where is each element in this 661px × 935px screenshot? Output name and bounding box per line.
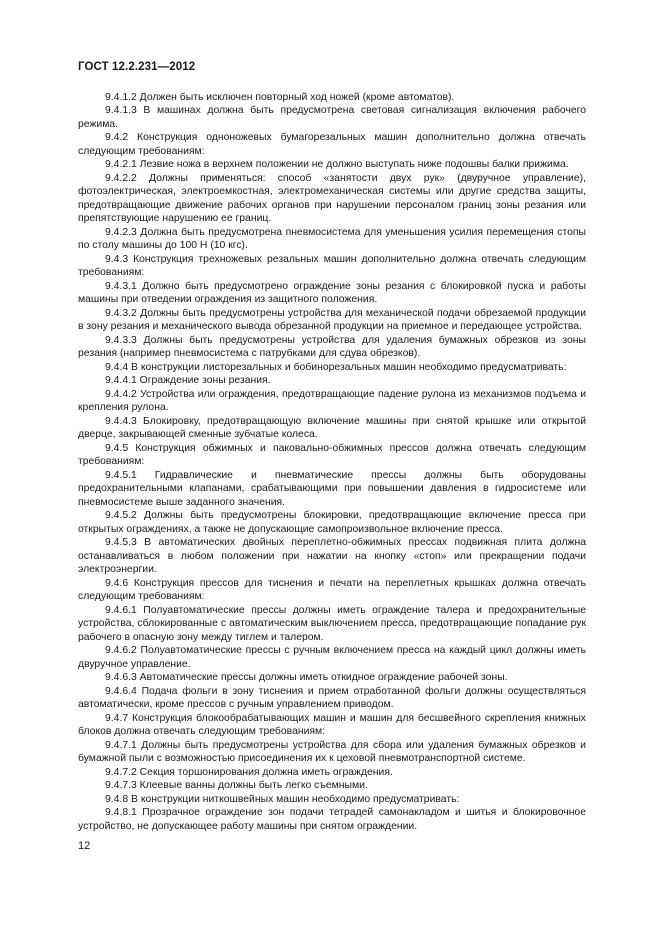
paragraph: 9.4.5 Конструкция обжимных и паковально-обжимных прессов должна отвечать следующим требованиям: [78,442,586,467]
paragraph: 9.4.6.2 Полуавтоматические прессы с ручным включением пресса на каждый цикл должны иметь двуручное управление. [78,645,586,670]
paragraph: 9.4.7 Конструкция блокообрабатывающих машин и машин для бесшвейного скрепления книжных блоков должна отвечать следующим требованиям: [78,712,586,737]
paragraph: 9.4.1.3 В машинах должна быть предусмотрена световая сигнализация включения рабочего режима. [78,105,586,130]
paragraph: 9.4.6.1 Полуавтоматические прессы должны иметь ограждение талера и предохранительные устройства, сблокированные с автоматическим выключением пресса, предотвращающие попадание рук рабочего в опасную зону между тиглем и талером. [78,604,586,643]
paragraph: 9.4.2.2 Должны применяться: способ «занятости двух рук» (двуручное управление), фотоэлектрическая, электроемкостная, электромеханическая системы или другие средства защиты, предотвращающие движение рабочих органов при нарушении персоналом границ зоны резания или препятствующие нарушению ее границ. [78,172,586,224]
paragraph: 9.4.2.3 Должна быть предусмотрена пневмосистема для уменьшения усилия перемещения стопы по столу машины до 100 Н (10 кгс). [78,226,586,251]
paragraph: 9.4.4.1 Ограждение зоны резания. [105,375,271,386]
paragraph: 9.4.2 Конструкция одноножевых бумагорезальных машин дополнительно должна отвечать следующим требованиям: [78,132,586,157]
paragraph: 9.4.3.3 Должны быть предусмотрены устройства для удаления бумажных обрезков из зоны резания (например пневмосистема с патрубками для сдува обрезков). [78,334,586,359]
paragraph: 9.4.5.3 В автоматических двойных переплетно-обжимных прессах подвижная плита должна останавливаться в любом положении при нажатии на кнопку «стоп» или прекращении подачи электроэнергии. [78,537,586,575]
paragraph: 9.4.7.2 Секция торшонирования должна иметь ограждения. [105,766,393,778]
paragraph: 9.4.3 Конструкция трехножевых резальных машин дополнительно должна отвечать следующим требованиям: [78,253,586,278]
paragraph: 9.4.6.4 Подача фольги в зону тиснения и прием отработанной фольги должны осуществляться автоматически, кроме прессов с ручным управлением приводом. [78,685,586,710]
page-number: 12 [78,840,91,852]
paragraph: 9.4.5.2 Должны быть предусмотрены блокировки, предотвращающие включение пресса при открытых ограждениях, а также не допускающие самопроизвольное включение пресса. [78,510,586,535]
paragraph: 9.4.4 В конструкции листорезальных и бобинорезальных машин необходимо предусматривать: [105,361,567,373]
paragraph: 9.4.7.3 Клеевые ванны должны быть легко съемными. [105,780,368,791]
paragraph: 9.4.3.2 Должны быть предусмотрены устройства для механической подачи обрезаемой продукции в зону резания и механического вывода обрезанной продукции на приемное и передающее устройства. [78,307,586,332]
paragraph: 9.4.2.1 Лезвие ножа в верхнем положении не должно выступать ниже подошвы балки прижима. [105,159,569,170]
paragraph: 9.4.6.3 Автоматические прессы должны иметь откидное ограждение рабочей зоны. [105,672,508,683]
paragraph: 9.4.8.1 Прозрачное ограждение зон подачи тетрадей самонакладом и шитья и блокировочное устройство, не допускающее работу машины при снятом ограждении. [78,807,586,832]
document-header: ГОСТ 12.2.231—2012 [78,61,196,73]
paragraph: 9.4.4.3 Блокировку, предотвращающую включение машины при снятой крышке или открытой дверце, закрывающей сменные зубчатые колеса. [78,415,586,440]
paragraph: 9.4.3.1 Должно быть предусмотрено ограждение зоны резания с блокировкой пуска и работы машины при отведении ограждения из защитного положения. [78,280,586,305]
paragraph: 9.4.6 Конструкция прессов для тиснения и печати на переплетных крышках должна отвечать следующим требованиям: [78,577,586,602]
paragraph: 9.4.8 В конструкции ниткошвейных машин необходимо предусматривать: [105,793,460,805]
paragraph: 9.4.7.1 Должны быть предусмотрены устройства для сбора или удаления бумажных обрезков и бумажной пыли с возможностью присоединения их к цеховой пневмотранспортной системе. [78,739,586,764]
document-body [78,91,586,834]
paragraph: 9.4.1.2 Должен быть исключен повторный ход ножей (кроме автоматов). [105,91,455,103]
paragraph: 9.4.5.1 Гидравлические и пневматические прессы должны быть оборудованы предохранительными клапанами, срабатывающими при повышении давления в гидросистеме или пневмосистеме выше заданного значения. [78,469,586,508]
paragraph: 9.4.4.2 Устройства или ограждения, предотвращающие падение рулона из механизмов подъема и крепления рулона. [78,388,586,413]
